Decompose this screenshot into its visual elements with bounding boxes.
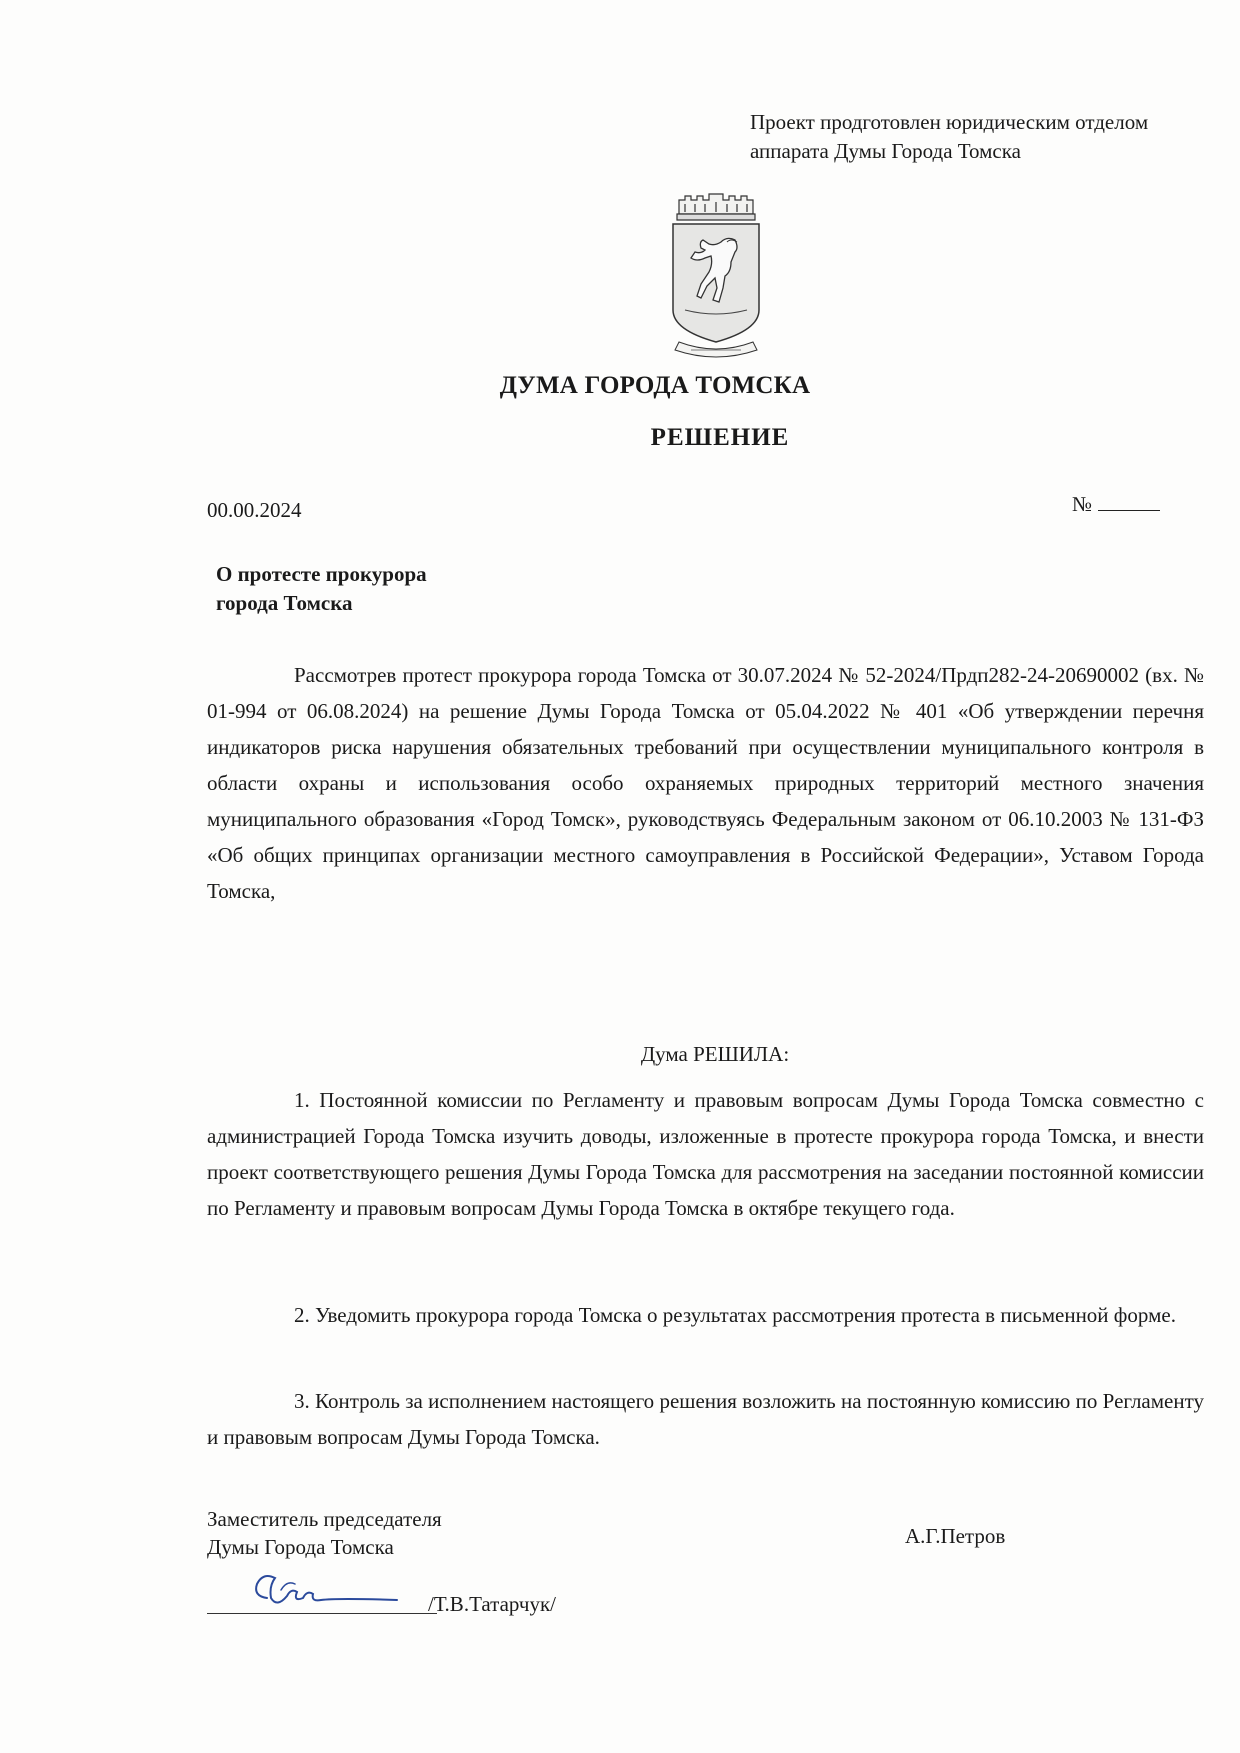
decision-item-3: 3. Контроль за исполнением настоящего решения возложить на постоянную комиссию по Регламенту и правовым вопросам Думы Города Томска. [207,1389,1204,1449]
decision-subject [216,560,427,618]
document-type: РЕШЕНИЕ [650,424,790,451]
preamble-paragraph: Рассмотрев протест прокурора города Томска от 30.07.2024 № 52-2024/Прдп282-24-20690002 (вх. № 01-994 от 06.08.2024) на решение Думы Города Томска от 05.04.2022 № 401 «Об утверждении перечня индикаторов риска нарушения обязательных требований при осуществлении муниципального контроля в области охраны и использования особо охраняемых природных территорий местного значения муниципального образования «Город Томск», руководствуясь Федеральным законом от 06.10.2003 № 131-ФЗ «Об общих принципах организации местного самоуправления в Российской Федерации», Уставом Города Томска, [207,663,1204,903]
decision-item-2: 2. Уведомить прокурора города Томска о результатах рассмотрения протеста в письменной форме. [294,1303,1176,1327]
subject-line-1: О протесте прокурора [216,562,427,586]
document-date: 00.00.2024 [207,498,302,522]
prepared-by-line-1: Проект продготовлен юридическим отделом [750,110,1149,134]
signatory-name: А.Г.Петров [905,1524,1006,1548]
signatory-title-line-1: Заместитель председателя [207,1507,442,1531]
signature-line [207,1613,437,1614]
decision-item-1: 1. Постоянной комиссии по Регламенту и правовым вопросам Думы Города Томска совместно с администрацией Города Томска изучить доводы, изложенные в протесте прокурора города Томска, и внести проект соответствующего решения Думы Города Томска для рассмотрения на заседании постоянной комиссии по Регламенту и правовым вопросам Думы Города Томска в октябре текущего года. [207,1088,1204,1220]
subject-line-2: города Томска [216,591,353,615]
prepared-by-note [750,108,1220,166]
number-label: № [1072,492,1093,516]
signatory-title [207,1505,442,1561]
signature-area [207,1568,437,1618]
prepared-by-line-2: аппарата Думы Города Томска [750,139,1021,163]
signatory-title-line-2: Думы Города Томска [207,1535,394,1559]
tomsk-coat-of-arms-icon [665,192,767,362]
organization-title: ДУМА ГОРОДА ТОМСКА [499,372,811,399]
handwritten-signature [247,1568,407,1614]
decided-heading: Дума РЕШИЛА: [640,1042,790,1066]
document-number [1072,492,1160,517]
executor-name: /Т.В.Татарчук/ [428,1592,556,1616]
number-blank-line [1098,510,1160,511]
